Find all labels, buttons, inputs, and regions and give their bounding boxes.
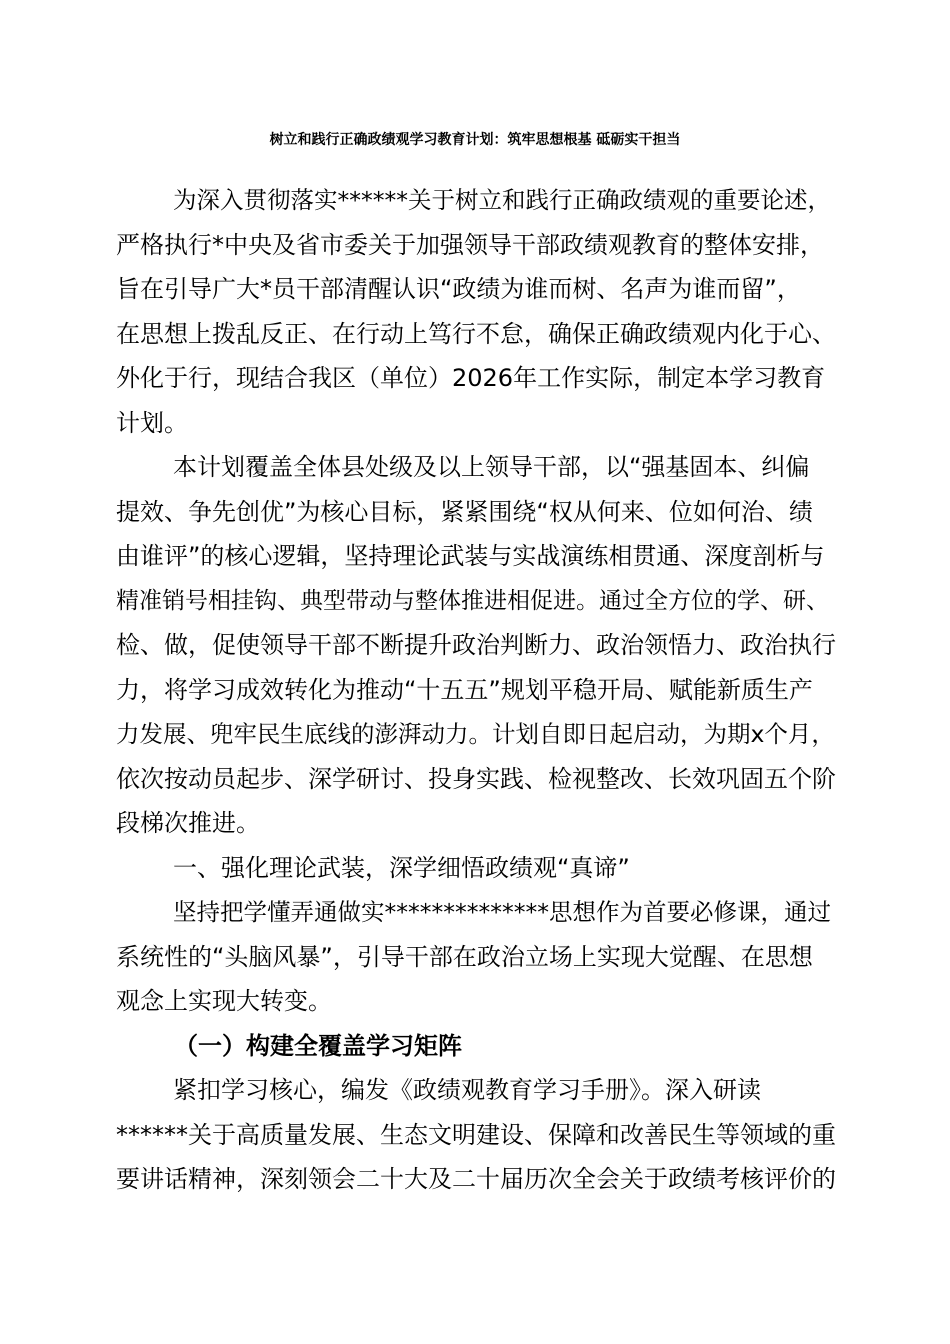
paragraph-line: 精准销号相挂钩、典型带动与整体推进相促进。通过全方位的学、研、 <box>116 587 829 614</box>
paragraph-line: 为深入贯彻落实******关于树立和践行正确政绩观的重要论述， <box>173 186 831 214</box>
paragraph-line: 旨在引导广大*员干部清醒认识“政绩为谁而树、名声为谁而留”， <box>116 275 801 303</box>
paragraph-line: 本计划覆盖全体县处级及以上领导干部，以“强基固本、纠偏 <box>173 453 810 481</box>
subsection-heading: （一）构建全覆盖学习矩阵 <box>174 1031 462 1060</box>
paragraph-line: 紧扣学习核心，编发《政绩观教育学习手册》。深入研读 <box>173 1076 761 1104</box>
paragraph-line: 严格执行*中央及省市委关于加强领导干部政绩观教育的整体安排， <box>116 230 824 259</box>
document-body <box>116 178 836 1202</box>
paragraph-line: 段梯次推进。 <box>116 809 260 837</box>
paragraph-line: 由谁评”的核心逻辑，坚持理论武装与实战演练相贯通、深度剖析与 <box>116 542 825 570</box>
paragraph-line: 在思想上拨乱反正、在行动上笃行不怠，确保正确政绩观内化于心、 <box>116 319 836 348</box>
paragraph-line: 依次按动员起步、深学研讨、投身实践、检视整改、长效巩固五个阶 <box>116 764 836 793</box>
paragraph-line: 要讲话精神，深刻领会二十大及二十届历次全会关于政绩考核评价的 <box>116 1165 836 1193</box>
section-heading: 一、强化理论武装，深学细悟政绩观“真谛” <box>173 853 630 882</box>
paragraph-line: 力，将学习成效转化为推动“十五五”规划平稳开局、赋能新质生产 <box>116 675 813 704</box>
paragraph-line: 计划。 <box>116 408 188 437</box>
paragraph-line: 力发展、兜牢民生底线的澎湃动力。计划自即日起启动，为期x个月， <box>116 720 835 748</box>
paragraph-line: 坚持把学懂弄通做实**************思想作为首要必修课，通过 <box>173 898 831 926</box>
paragraph-line: 检、做，促使领导干部不断提升政治判断力、政治领悟力、政治执行 <box>116 631 836 659</box>
paragraph-line: 观念上实现大转变。 <box>116 987 332 1015</box>
paragraph-line: ******关于高质量发展、生态文明建设、保障和改善民生等领域的重 <box>116 1120 836 1149</box>
paragraph-line: 提效、争先创优”为核心目标，紧紧围绕“权从何来、位如何治、绩 <box>116 497 813 526</box>
paragraph-line: 外化于行，现结合我区（单位）2026年工作实际，制定本学习教育 <box>116 364 826 392</box>
document-title: 树立和践行正确政绩观学习教育计划：筑牢思想根基 砥砺实干担当 <box>269 132 681 148</box>
paragraph-line: 系统性的“头脑风暴”，引导干部在政治立场上实现大觉醒、在思想 <box>116 942 813 971</box>
